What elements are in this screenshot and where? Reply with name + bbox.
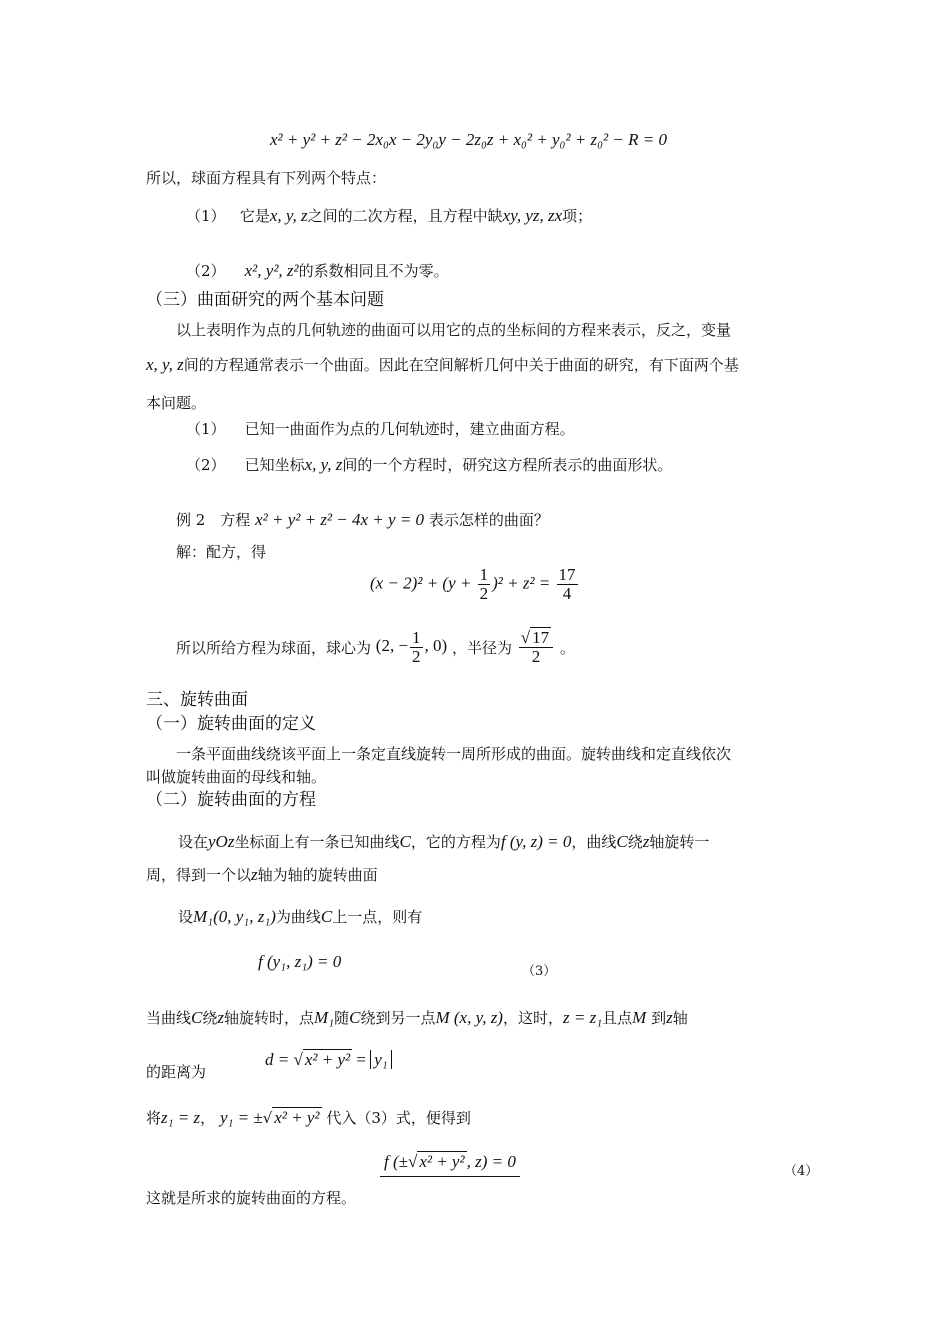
feature-item-1: [186, 206, 592, 226]
paragraph-text: 上一点，则有: [332, 908, 423, 926]
math-terms: x², y², z²: [244, 261, 299, 280]
radicand: 17: [532, 627, 550, 647]
item-text: 之间的二次方程，且方程中缺: [307, 207, 503, 225]
item-number: （1）: [186, 207, 226, 225]
sqrt: [417, 1152, 466, 1172]
item-text: 已知一曲面作为点的几何轨迹时，建立曲面方程。: [244, 420, 575, 438]
item-number: （1）: [186, 420, 226, 438]
paragraph-text: 代入（3）式，便得到: [326, 1109, 471, 1127]
radicand: x² + y²: [304, 1050, 351, 1069]
paragraph-text: 间的方程通常表示一个曲面。因此在空间解析几何中关于曲面的研究，有下面两个基: [183, 356, 739, 374]
solution-label: 解：配方，得: [176, 543, 267, 561]
conclusion-text: 所以所给方程为球面，球心为: [176, 638, 372, 657]
paragraph-text: 且点: [602, 1009, 633, 1027]
paragraph-text: 轴为轴的旋转曲面: [257, 866, 378, 884]
item-text: 已知坐标: [244, 456, 305, 474]
math-var: z: [666, 1008, 673, 1027]
paragraph-text: 绕: [202, 1009, 218, 1027]
math-var: z: [642, 832, 650, 851]
math-var: C: [616, 832, 628, 851]
paragraph-text: ，曲线: [571, 833, 617, 851]
item-text: 的系数相同且不为零。: [298, 262, 449, 280]
math-vars: x, y, z: [269, 206, 308, 225]
fraction: [478, 566, 491, 603]
sphere-center: [375, 627, 448, 666]
math-text: , 0): [424, 636, 448, 656]
paragraph-text: ，: [200, 1109, 216, 1127]
math-point: M (x, y, z): [435, 1008, 503, 1027]
math-text: d =: [265, 1050, 290, 1069]
math-abs: y₁: [370, 1050, 391, 1069]
paragraph-yoz-2: [146, 865, 378, 885]
problem-item-2: [186, 455, 672, 475]
math-var: C: [191, 1008, 203, 1027]
item-text: 项；: [562, 207, 593, 225]
example-label: 例 2 方程: [176, 511, 251, 529]
equation-completed-square: [370, 566, 580, 603]
math-var: z: [251, 865, 258, 884]
conclusion-text: 。: [559, 638, 575, 657]
paragraph-yoz: [178, 832, 709, 852]
item-text: 它是: [239, 207, 270, 225]
math-text: (2, −: [375, 636, 409, 656]
paragraph-text: 将: [146, 1109, 162, 1127]
paragraph-basic-3: 本问题。: [146, 394, 207, 412]
paragraph-distance: 的距离为: [146, 1063, 207, 1081]
radicand: x² + y²: [419, 1152, 465, 1171]
frac-num: 1: [412, 627, 421, 647]
paragraph-text: 周，得到一个以: [146, 866, 252, 884]
math-vars: x, y, z: [304, 455, 343, 474]
paragraph-basic-1: 以上表明作为点的几何轨迹的曲面可以用它的点的坐标间的方程来表示，反之，变量: [176, 321, 732, 339]
math-text: =: [356, 1050, 366, 1069]
frac-den: 2: [412, 646, 421, 666]
example-text: 表示怎样的曲面？: [428, 511, 549, 529]
radicand: x² + y²: [274, 1108, 320, 1127]
frac-num: 17: [558, 565, 576, 584]
math-equation: z₁ = z: [161, 1108, 201, 1127]
frac-den: 4: [562, 584, 572, 603]
sphere-radius: [519, 629, 553, 666]
paragraph-text: 当曲线: [146, 1009, 192, 1027]
heading-basic-problems: （三）曲面研究的两个基本问题: [146, 290, 384, 310]
example-2: [176, 510, 549, 530]
paragraph-rotate: [146, 1008, 688, 1028]
paragraph-text: 随: [334, 1009, 350, 1027]
sqrt: [303, 1050, 352, 1070]
paragraph-text: ，它的方程为: [410, 833, 501, 851]
equation-distance: d = √ x² + y² = y₁: [265, 1050, 392, 1070]
math-text: (x − 2)² + (y +: [370, 573, 476, 593]
fraction: [410, 629, 423, 666]
heading-definition: （一）旋转曲面的定义: [146, 714, 316, 734]
math-equation: x² + y² + z² − 4x + y = 0: [255, 510, 425, 529]
paragraph-text: 绕到另一点: [360, 1009, 436, 1027]
fraction: [557, 566, 578, 603]
paragraph-text: 到: [651, 1009, 667, 1027]
equation-sphere-expanded: x² + y² + z² − 2x₀x − 2y₀y − 2z₀z + x₀² + y₀² + z₀² − R = 0: [270, 130, 667, 149]
math-equation: z = z₁: [563, 1008, 603, 1027]
paragraph-features-intro: 所以，球面方程具有下列两个特点：: [146, 169, 387, 187]
math-var: C: [399, 832, 411, 851]
math-point: M₁(0, y₁, z₁): [193, 907, 276, 926]
paragraph-text: 为曲线: [275, 908, 321, 926]
equation-3: f (y₁, z₁) = 0: [258, 952, 342, 971]
problem-item-1: [186, 419, 575, 439]
feature-item-2: [186, 261, 449, 281]
paragraph-basic-2: [146, 355, 739, 375]
item-number: （2）: [186, 262, 226, 280]
equation-tag-4: （4）: [784, 1164, 819, 1179]
paragraph-text: 轴旋转时，点: [224, 1009, 315, 1027]
frac-den: 2: [479, 584, 489, 603]
math-var: C: [320, 907, 333, 926]
paragraph-text: 设: [178, 908, 194, 926]
frac-num: 1: [479, 565, 489, 584]
math-vars: x, y, z: [146, 355, 184, 374]
math-text: , z) = 0: [466, 1152, 516, 1171]
conclusion-text: ，半径为: [452, 638, 513, 657]
paragraph-text: 坐标面上有一条已知曲线: [234, 833, 400, 851]
paragraph-substitute: 将z₁ = z， y₁ = ±√ x² + y² 代入（3）式，便得到: [146, 1108, 471, 1127]
math-terms: xy, yz, zx: [502, 206, 563, 225]
math-text: )² + z² =: [492, 573, 551, 593]
item-number: （2）: [186, 456, 226, 474]
paragraph-m1: [178, 907, 422, 927]
frac-den: 2: [531, 646, 541, 666]
math-plane: yOz: [208, 832, 235, 851]
heading-equation: （二）旋转曲面的方程: [146, 790, 316, 810]
sqrt: [272, 1108, 321, 1128]
conclusion-line: [176, 628, 575, 666]
sqrt: [530, 629, 551, 647]
paragraph-definition-1: 一条平面曲线绕该平面上一条定直线旋转一周所形成的曲面。旋转曲线和定直线依次: [176, 745, 732, 763]
item-text: 间的一个方程时，研究这方程所表示的曲面形状。: [342, 456, 673, 474]
math-equation: y₁ = ±: [219, 1108, 263, 1127]
math-equation: f (y, z) = 0: [500, 832, 572, 851]
math-point: M₁: [314, 1008, 335, 1027]
math-point: M: [632, 1008, 647, 1027]
paragraph-text: 绕: [627, 833, 643, 851]
math-text: f (±: [384, 1152, 408, 1171]
paragraph-final: 这就是所求的旋转曲面的方程。: [146, 1189, 357, 1207]
paragraph-text: 轴: [672, 1009, 688, 1027]
frac-num: √ 17: [519, 629, 553, 648]
paragraph-definition-2: 叫做旋转曲面的母线和轴。: [146, 768, 327, 786]
math-var: z: [217, 1008, 224, 1027]
paragraph-text: 轴旋转一: [649, 833, 710, 851]
math-var: C: [349, 1008, 361, 1027]
equation-tag-3: （3）: [522, 964, 557, 979]
heading-section-3: 三、旋转曲面: [146, 690, 248, 710]
paragraph-text: 设在: [178, 833, 209, 851]
paragraph-text: ，这时，: [502, 1009, 563, 1027]
equation-4: f (±√ x² + y² , z) = 0: [380, 1152, 520, 1177]
